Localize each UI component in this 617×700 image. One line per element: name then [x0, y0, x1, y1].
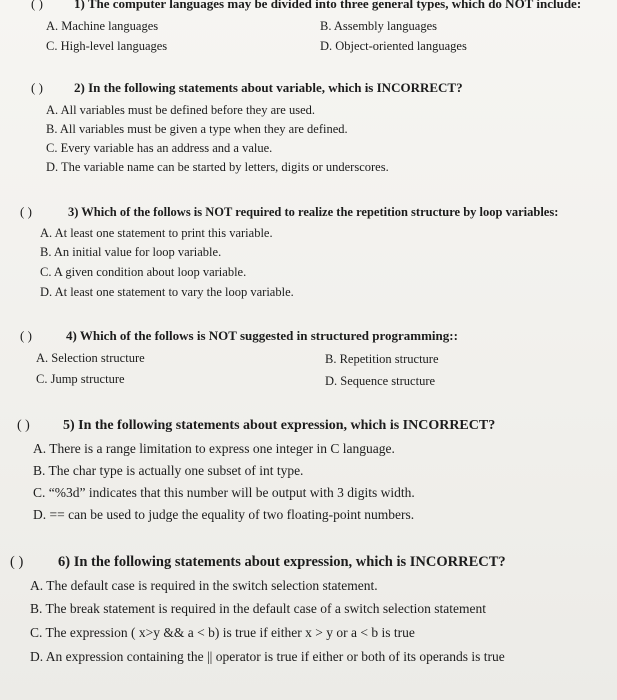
- option-a: A. At least one statement to print this variable.: [40, 226, 273, 240]
- option-d: D. == can be used to judge the equality of two floating-point numbers.: [33, 507, 415, 522]
- option-a: A. All variables must be defined before they are used.: [46, 103, 316, 117]
- option-a: A. There is a range limitation to express one integer in C language.: [33, 441, 395, 456]
- option-d: D. The variable name can be started by letters, digits or underscores.: [46, 160, 389, 174]
- option-a: A. Selection structure: [36, 351, 145, 365]
- answer-blank[interactable]: ( ): [17, 418, 30, 433]
- option-b: B. Assembly languages: [320, 19, 438, 33]
- option-d: D. At least one statement to vary the loop variable.: [40, 285, 294, 299]
- option-c: C. High-level languages: [46, 39, 168, 53]
- option-c: C. Every variable has an address and a value.: [46, 141, 273, 155]
- option-d: D. An expression containing the || operator is true if either or both of its operands is true: [30, 649, 505, 664]
- option-b: B. All variables must be given a type when they are defined.: [46, 122, 348, 136]
- option-a: A. The default case is required in the switch selection statement.: [30, 578, 378, 593]
- option-d: D. Sequence structure: [325, 374, 436, 388]
- answer-blank[interactable]: ( ): [31, 0, 43, 11]
- answer-blank[interactable]: ( ): [31, 80, 43, 95]
- option-c: C. Jump structure: [36, 372, 125, 386]
- answer-blank[interactable]: ( ): [20, 204, 32, 219]
- question-stem: 3) Which of the follows is NOT required to realize the repetition structure by loop variables:: [68, 205, 559, 219]
- option-b: B. An initial value for loop variable.: [40, 245, 222, 259]
- question-stem: 1) The computer languages may be divided into three general types, which do NOT include:: [74, 0, 582, 11]
- option-c: C. A given condition about loop variable.: [40, 265, 247, 279]
- question-stem: 4) Which of the follows is NOT suggested in structured programming::: [66, 328, 458, 343]
- question-stem: 5) In the following statements about expression, which is INCORRECT?: [63, 418, 496, 433]
- option-a: A. Machine languages: [46, 19, 159, 33]
- option-c: C. “%3d” indicates that this number will be output with 3 digits width.: [33, 485, 415, 500]
- answer-blank[interactable]: ( ): [10, 554, 24, 570]
- option-b: B. The break statement is required in the default case of a switch selection statement: [30, 601, 486, 616]
- question-stem: 6) In the following statements about expression, which is INCORRECT?: [58, 554, 506, 570]
- option-b: B. Repetition structure: [325, 352, 439, 366]
- option-c: C. The expression ( x>y && a < b) is true if either x > y or a < b is true: [30, 625, 415, 640]
- option-b: B. The char type is actually one subset of int type.: [33, 463, 304, 478]
- answer-blank[interactable]: ( ): [20, 328, 32, 343]
- option-d: D. Object-oriented languages: [320, 39, 467, 53]
- question-stem: 2) In the following statements about variable, which is INCORRECT?: [74, 80, 463, 95]
